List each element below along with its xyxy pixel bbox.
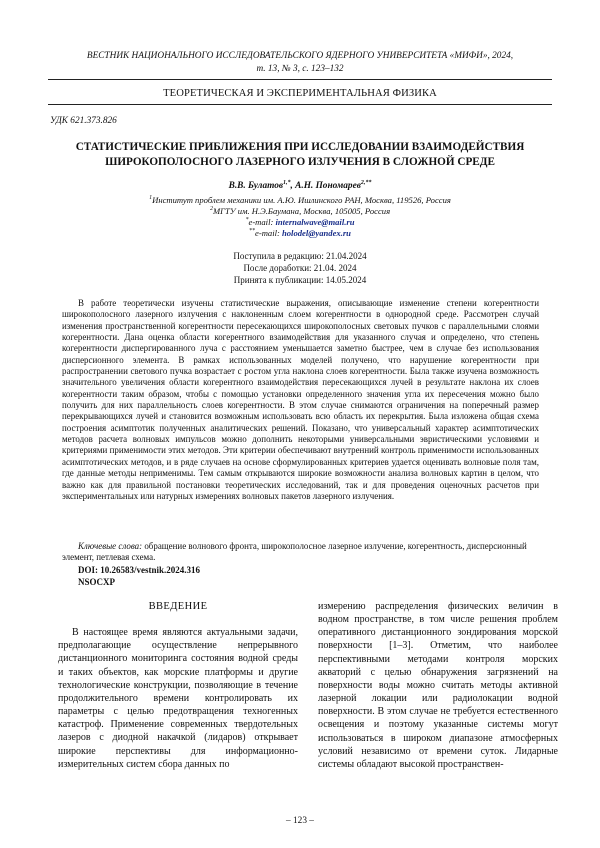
right-column — [318, 600, 558, 771]
affiliation-2-text: МГТУ им. Н.Э.Баумана, Москва, 105005, Россия — [212, 206, 391, 216]
email-2-link[interactable]: holodel@yandex.ru — [281, 228, 351, 238]
publication-dates — [40, 250, 560, 286]
right-column-text: измерению распределения физических величин в водном пространстве, в том числе решения проблем оперативного дистанционного зондирования морской поверхности [1–3]. Отметим, что наиболее перспективными методами контроля морских акваторий с целью обнаружения загрязнений на поверхности воды можно считать методы активной лазерной локации или радиолокации водной поверхности. В этом случае не требуется естественного освещения и поэтому указанные системы могут использоваться в широком диапазоне атмосферных условий независимо от времени суток. Лидарные системы обладают высокой пространствен- — [318, 601, 558, 770]
date-received: Поступила в редакцию: 21.04.2024 — [233, 251, 367, 261]
page-number: – 123 – — [286, 816, 314, 826]
keywords-text: обращение волнового фронта, широкополосное лазерное излучение, когерентность, дисперсионный элемент, петлевая схема. — [62, 541, 527, 563]
email-1-link[interactable]: internalwave@mail.ru — [275, 217, 355, 227]
email-2-label: e-mail: — [255, 228, 282, 238]
email-2 — [40, 228, 560, 239]
affiliation-2-sup: 2 — [209, 206, 213, 213]
udk-code: УДК 621.373.826 — [50, 116, 117, 126]
doi-block — [78, 565, 200, 588]
affiliation-1-sup: 1 — [149, 195, 153, 202]
keywords — [62, 541, 539, 564]
intro-heading: ВВЕДЕНИЕ — [148, 601, 208, 612]
title-line-2: ШИРОКОПОЛОСНОГО ЛАЗЕРНОГО ИЗЛУЧЕНИЯ В СЛОЖНОЙ СРЕДЕ — [105, 155, 495, 168]
article-title — [40, 140, 560, 169]
doi-link[interactable]: DOI: 10.26583/vestnik.2024.316 — [78, 565, 201, 575]
journal-line-2: т. 13, № 3, с. 123–132 — [256, 63, 344, 74]
author-2: А.Н. Пономарев — [295, 181, 361, 191]
title-line-1: СТАТИСТИЧЕСКИЕ ПРИБЛИЖЕНИЯ ПРИ ИССЛЕДОВАНИИ ВЗАИМОДЕЙСТВИЯ — [75, 141, 525, 153]
authors-line — [40, 181, 560, 191]
author-1-sup: 1,* — [283, 179, 291, 186]
nocxp-tag: NSOCXP — [78, 576, 116, 587]
email-1 — [40, 217, 560, 228]
left-column-text: В настоящее время являются актуальными задачи, предполагающие осуществление непрерывного дистанционного мониторинга состояния водной среды и таких объектов, как морские платформы и другие технологические конструкции, позволяющие в течение продолжительного времени контролировать их параметры с целью предотвращения техногенных катастроф. Применение современных твердотельных лазеров с диодной накачкой (лидаров) открывает широкие перспективы для информационно-измерительных систем сбора данных по — [58, 627, 298, 770]
header-rule-bottom — [48, 104, 552, 105]
section-title: ТЕОРЕТИЧЕСКАЯ И ЭКСПЕРИМЕНТАЛЬНАЯ ФИЗИКА — [163, 88, 437, 99]
author-2-sup: 2,** — [360, 179, 372, 186]
date-accepted: Принята к публикации: 14.05.2024 — [233, 275, 367, 285]
header-rule-top — [48, 79, 552, 80]
abstract-text: В работе теоретически изучены статистические выражения, описывающие изменение степени когерентности широкополосного лазерного излучения с наклоненным слоем когерентности в однородной среде. Рассмотрен случай изменения пространственной когерентности пересекающихся широкополосных световых пучков с параллельными слоями когерентности. Дана оценка области когерентного взаимодействия для указанного случая и определено, что степень когерентности диспергированного луча с расстоянием уменьшается заметно быстрее, чем в случае без использования дисперсионного элемента. В рамках использованных моделей получено, что нарушение когерентности при распространении светового пучка возрастает с ростом угла наклона слоев когерентности. Была также изучена возможность значительного увеличения области когерентного взаимодействия пересекающихся лучей в результате наклона их слоев когерентности таким образом, чтобы с помощью установки определенного значения угла их пересечения можно было получить для них параллельность слоев когерентности. В этом случае снимаются ограничения на поперечный размер перекрывающихся лучей и становится возможным использовать всю область их перекрытия. Была изложена общая схема построения асимптотик полученных аналитических решений. Показано, что универсальный характер асимптотических методов расчета волновых импульсов можно дополнить некоторыми универсальными эвристическими условиями и критериями применимости этих методов. Эти критерии обеспечивают внутренний контроль применимости использованных асимптотических методов, и в ряде случаев на основе сформулированных критериев удается оценивать волновые поля там, где данные методы неприменимы. Тем самым открываются широкие возможности анализа волновых картин в целом, что важно как для правильной постановки теоретических исследований, так и для проведения оценочных расчетов при экспериментальных или натурных измерениях волновых пакетов лазерного излучения. — [62, 298, 539, 501]
author-1: В.В. Булатов — [228, 181, 284, 191]
journal-line-1: ВЕСТНИК НАЦИОНАЛЬНОГО ИССЛЕДОВАТЕЛЬСКОГО ЯДЕРНОГО УНИВЕРСИТЕТА «МИФИ», 2024, — [86, 51, 514, 61]
email-2-sup: ** — [249, 228, 256, 235]
author-separator: , — [290, 181, 296, 191]
email-1-sup: * — [245, 217, 249, 224]
affiliation-1-text: Институт проблем механики им. А.Ю. Ишлинского РАН, Москва, 119526, Россия — [152, 195, 451, 205]
email-1-label: e-mail: — [248, 217, 276, 227]
date-revised: После доработки: 21.04. 2024 — [243, 263, 357, 273]
journal-header — [40, 50, 560, 75]
affiliation-1 — [40, 195, 560, 206]
affiliation-2 — [40, 206, 560, 217]
keywords-label: Ключевые слова: — [78, 541, 143, 551]
left-column — [58, 600, 298, 771]
